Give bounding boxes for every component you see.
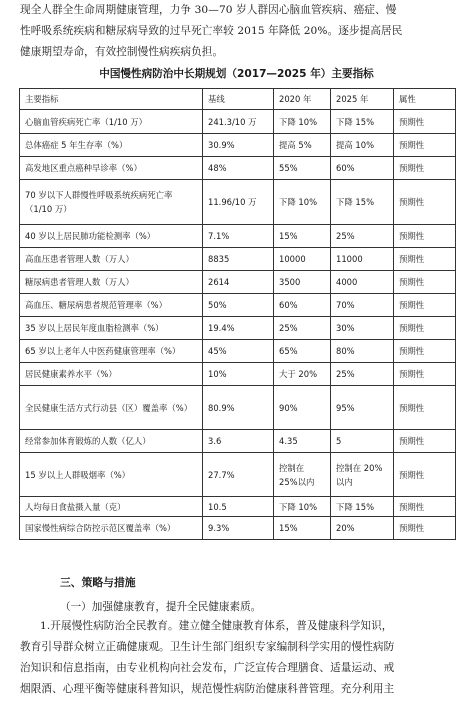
- table-cell: 90%: [274, 386, 331, 430]
- table-header-cell: 属性: [394, 89, 456, 110]
- table-cell: 15%: [274, 517, 331, 540]
- body-paragraph: [20, 616, 459, 700]
- indicators-table: [19, 88, 456, 540]
- table-cell: 预期性: [394, 248, 456, 271]
- table-header-row: [20, 89, 456, 110]
- table-cell: 45%: [203, 340, 274, 363]
- table-cell: 下降 10%: [274, 180, 331, 225]
- table-cell: 居民健康素养水平（%）: [20, 363, 203, 386]
- table-row: [20, 248, 456, 271]
- table-cell: 3.6: [203, 430, 274, 453]
- table-cell: 65 岁以上老年人中医药健康管理率（%）: [20, 340, 203, 363]
- table-cell: 7.1%: [203, 225, 274, 248]
- table-row: [20, 517, 456, 540]
- table-cell: 控制在 20%以内: [331, 453, 394, 497]
- table-cell: 80%: [331, 340, 394, 363]
- table-cell: 10%: [203, 363, 274, 386]
- table-header-cell: 主要指标: [20, 89, 203, 110]
- table-cell: 预期性: [394, 517, 456, 540]
- table-cell: 20%: [331, 517, 394, 540]
- table-cell: 19.4%: [203, 317, 274, 340]
- table-row: [20, 317, 456, 340]
- table-cell: 11000: [331, 248, 394, 271]
- table-cell: 4000: [331, 271, 394, 294]
- table-cell: 高血压、糖尿病患者规范管理率（%）: [20, 294, 203, 317]
- subsection-heading: （一）加强健康教育，提升全民健康素质。: [60, 601, 262, 613]
- table-cell: 下降 10%: [274, 497, 331, 517]
- table-cell: 控制在 25%以内: [274, 453, 331, 497]
- table-cell: 60%: [274, 294, 331, 317]
- table-cell: 9.3%: [203, 517, 274, 540]
- table-row: [20, 110, 456, 134]
- table-cell: 95%: [331, 386, 394, 430]
- table-title: 中国慢性病防治中长期规划（2017—2025 年）主要指标: [99, 68, 374, 80]
- table-cell: 预期性: [394, 497, 456, 517]
- intro-paragraph: [20, 0, 459, 63]
- table-cell: 预期性: [394, 294, 456, 317]
- text-line: 现全人群全生命周期健康管理，力争 30—70 岁人群因心脑血管疾病、癌症、慢: [20, 4, 397, 16]
- table-cell: 65%: [274, 340, 331, 363]
- table-row: [20, 363, 456, 386]
- table-row: [20, 340, 456, 363]
- table-cell: 全民健康生活方式行动县（区）覆盖率（%）: [20, 386, 203, 430]
- table-cell: 预期性: [394, 317, 456, 340]
- table-cell: 高血压患者管理人数（万人）: [20, 248, 203, 271]
- table-cell: 25%: [274, 317, 331, 340]
- table-cell: 35 岁以上居民年度血脂检测率（%）: [20, 317, 203, 340]
- table-cell: 预期性: [394, 271, 456, 294]
- table-cell: 10.5: [203, 497, 274, 517]
- table-cell: 预期性: [394, 110, 456, 134]
- table-cell: 15 岁以上人群吸烟率（%）: [20, 453, 203, 497]
- table-cell: 经常参加体育锻炼的人数（亿人）: [20, 430, 203, 453]
- table-cell: 总体癌症 5 年生存率（%）: [20, 134, 203, 157]
- table-cell: 241.3/10 万: [203, 110, 274, 134]
- table-cell: 2614: [203, 271, 274, 294]
- section-heading: 三、策略与措施: [60, 576, 136, 589]
- table-cell: 5: [331, 430, 394, 453]
- table-cell: 80.9%: [203, 386, 274, 430]
- table-cell: 30.9%: [203, 134, 274, 157]
- table-cell: 8835: [203, 248, 274, 271]
- table-cell: 提高 10%: [331, 134, 394, 157]
- table-cell: 3500: [274, 271, 331, 294]
- table-cell: 预期性: [394, 453, 456, 497]
- table-row: [20, 180, 456, 225]
- text-line: 健康期望寿命，有效控制慢性病疾病负担。: [20, 46, 224, 58]
- table-row: [20, 134, 456, 157]
- table-cell: 下降 15%: [331, 180, 394, 225]
- text-line: 治知识和信息指南，由专业机构向社会发布，广泛宣传合理膳食、适量运动、戒: [20, 662, 395, 674]
- table-cell: 11.96/10 万: [203, 180, 274, 225]
- table-row: [20, 453, 456, 497]
- table-cell: 提高 5%: [274, 134, 331, 157]
- table-cell: 预期性: [394, 134, 456, 157]
- table-cell: 预期性: [394, 157, 456, 180]
- table-row: [20, 271, 456, 294]
- table-cell: 预期性: [394, 363, 456, 386]
- table-header-cell: 2020 年: [274, 89, 331, 110]
- table-cell: 预期性: [394, 386, 456, 430]
- table-row: [20, 497, 456, 517]
- table-cell: 70%: [331, 294, 394, 317]
- table-cell: 心脑血管疾病死亡率（1/10 万）: [20, 110, 203, 134]
- table-cell: 10000: [274, 248, 331, 271]
- table-cell: 人均每日食盐摄入量（克）: [20, 497, 203, 517]
- table-cell: 预期性: [394, 225, 456, 248]
- text-line: 教育引导群众树立正确健康观。卫生计生部门组织专家编制科学实用的慢性病防: [20, 641, 395, 653]
- table-cell: 30%: [331, 317, 394, 340]
- table-cell: 预期性: [394, 340, 456, 363]
- table-row: [20, 157, 456, 180]
- table-cell: 预期性: [394, 180, 456, 225]
- table-cell: 55%: [274, 157, 331, 180]
- table-cell: 27.7%: [203, 453, 274, 497]
- table-cell: 4.35: [274, 430, 331, 453]
- table-cell: 70 岁以下人群慢性呼吸系统疾病死亡率（1/10 万）: [20, 180, 203, 225]
- table-row: [20, 386, 456, 430]
- table-cell: 50%: [203, 294, 274, 317]
- table-row: [20, 225, 456, 248]
- text-line: 性呼吸系统疾病和糖尿病导致的过早死亡率较 2015 年降低 20%。逐步提高居民: [20, 25, 403, 37]
- table-header-cell: 基线: [203, 89, 274, 110]
- text-line: 1.开展慢性病防治全民教育。建立健全健康教育体系，普及健康科学知识，: [40, 620, 393, 632]
- text-line: 烟限酒、心理平衡等健康科普知识，规范慢性病防治健康科普管理。充分利用主: [20, 683, 395, 695]
- table-cell: 国家慢性病综合防控示范区覆盖率（%）: [20, 517, 203, 540]
- table-cell: 大于 20%: [274, 363, 331, 386]
- table-cell: 48%: [203, 157, 274, 180]
- table-cell: 60%: [331, 157, 394, 180]
- table-row: [20, 430, 456, 453]
- table-cell: 糖尿病患者管理人数（万人）: [20, 271, 203, 294]
- table-row: [20, 294, 456, 317]
- table-cell: 下降 15%: [331, 497, 394, 517]
- table-cell: 15%: [274, 225, 331, 248]
- table-cell: 下降 15%: [331, 110, 394, 134]
- table-cell: 高发地区重点癌种早诊率（%）: [20, 157, 203, 180]
- table-cell: 25%: [331, 225, 394, 248]
- table-cell: 下降 10%: [274, 110, 331, 134]
- table-cell: 预期性: [394, 430, 456, 453]
- table-header-cell: 2025 年: [331, 89, 394, 110]
- table-cell: 25%: [331, 363, 394, 386]
- table-cell: 40 岁以上居民肺功能检测率（%）: [20, 225, 203, 248]
